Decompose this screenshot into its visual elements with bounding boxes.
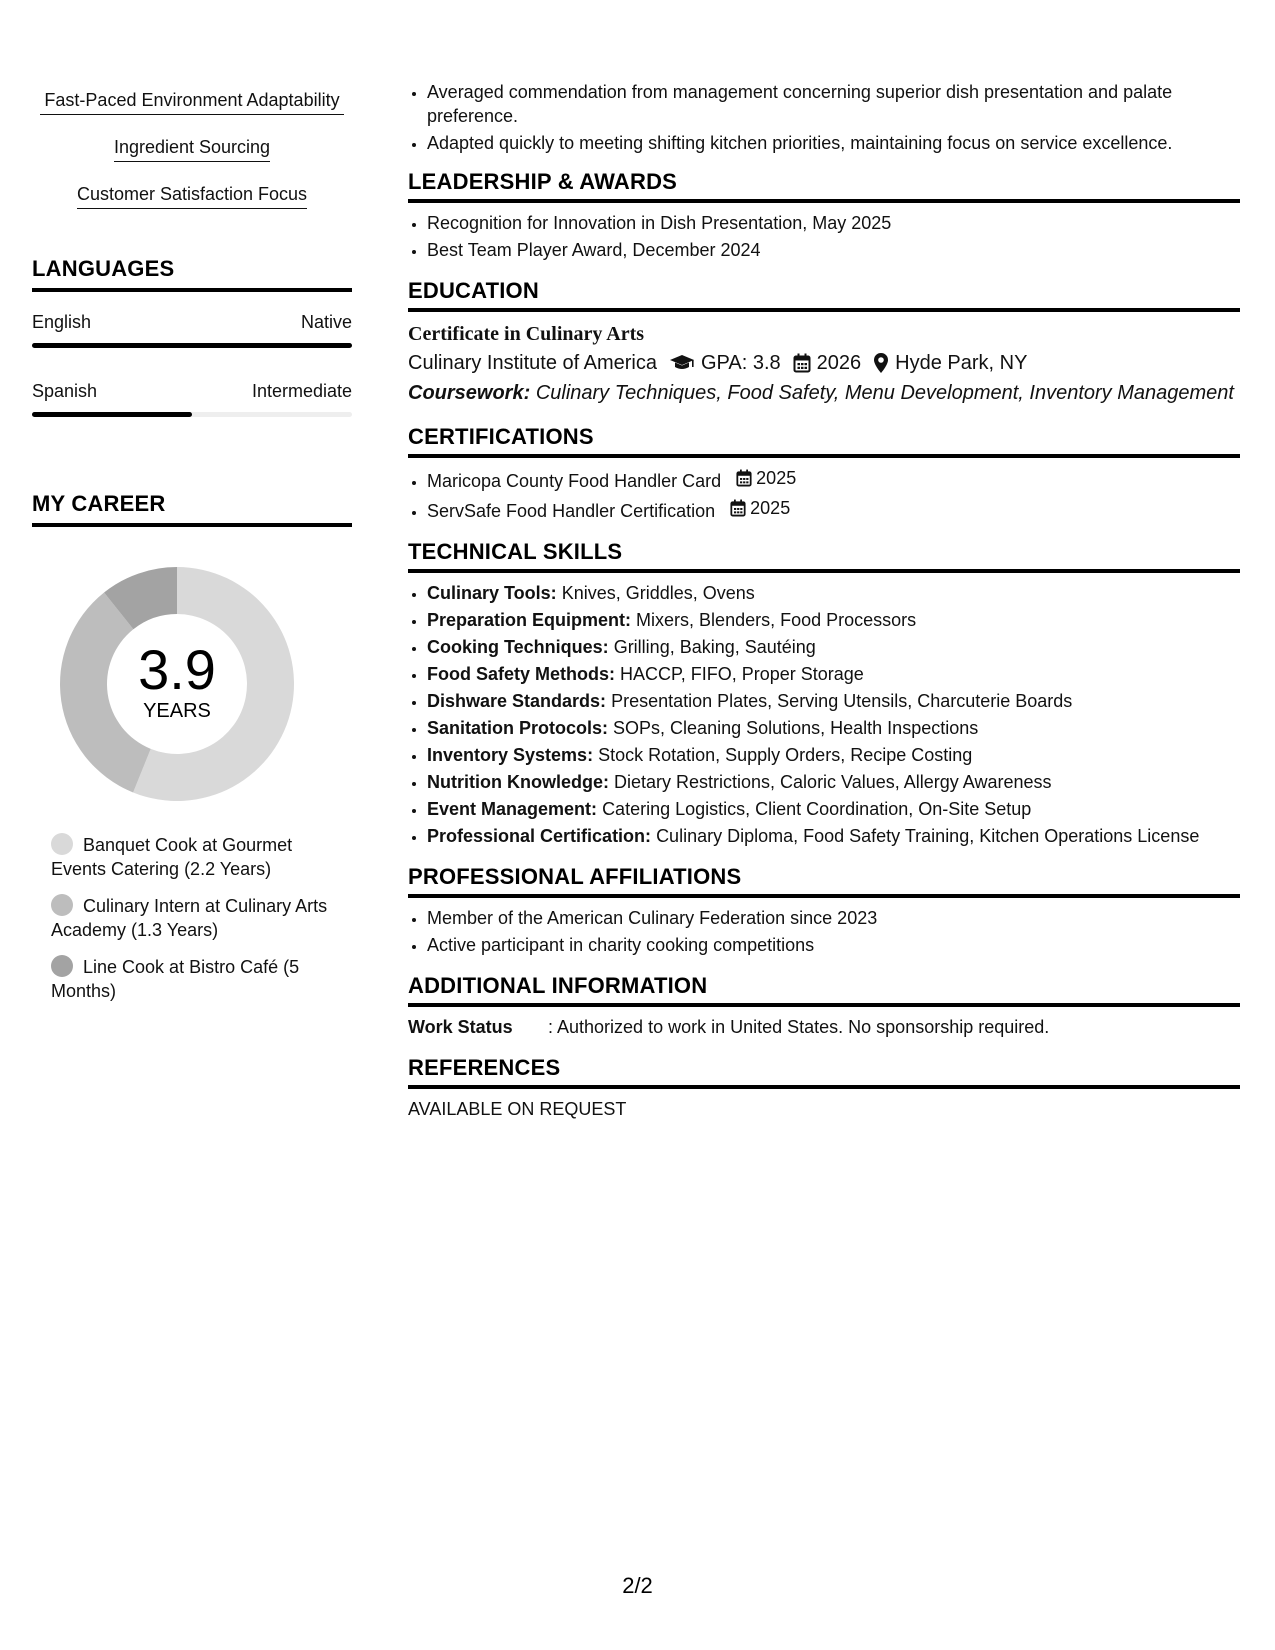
list-item: • Dishware Standards: Presentation Plates, Serving Utensils, Charcuterie Boards [427, 689, 1240, 713]
list-item: • Adapted quickly to meeting shifting kitchen priorities, maintaining focus on service excellence. [427, 131, 1240, 155]
calendar-icon [736, 469, 752, 487]
list-item: • Active participant in charity cooking competitions [427, 933, 1240, 957]
list-item: • Nutrition Knowledge: Dietary Restrictions, Caloric Values, Allergy Awareness [427, 770, 1240, 794]
education-school: Culinary Institute of America [408, 352, 657, 374]
location-pin-icon [873, 352, 889, 374]
career-donut-svg [54, 561, 300, 807]
education-year: 2026 [816, 352, 862, 374]
list-item: • Sanitation Protocols: SOPs, Cleaning Solutions, Health Inspections [427, 716, 1240, 740]
list-item: • Maricopa County Food Handler Card 2025 [427, 466, 1240, 493]
education-details [408, 348, 1240, 378]
language-proficiency-bar [32, 343, 352, 348]
list-item: • Best Team Player Award, December 2024 [427, 238, 1240, 262]
technical-skills-list [408, 581, 1240, 848]
work-status-row [408, 1015, 1240, 1039]
education-coursework: Coursework: Culinary Techniques, Food Safety, Menu Development, Inventory Management [408, 382, 1234, 404]
certification-year: 2025 [750, 498, 791, 518]
legend-swatch [51, 894, 73, 916]
skill-tag: Customer Satisfaction Focus [32, 182, 352, 209]
skill-tag: Ingredient Sourcing [32, 135, 352, 162]
career-heading: MY CAREER [32, 491, 352, 527]
language-spanish [32, 381, 352, 417]
career-donut-chart [54, 561, 300, 807]
work-status-label: Work Status [408, 1017, 513, 1037]
language-level: Native [300, 312, 352, 332]
list-item: • Averaged commendation from management concerning superior dish presentation and palate preference. [427, 80, 1240, 128]
technical-skills-heading: TECHNICAL SKILLS [408, 539, 1240, 573]
language-proficiency-fill [32, 343, 352, 348]
leadership-list [408, 211, 1240, 262]
languages-heading: LANGUAGES [32, 256, 352, 292]
education-degree: Certificate in Culinary Arts [408, 323, 645, 345]
references-text: AVAILABLE ON REQUEST [408, 1099, 627, 1119]
list-item: • Culinary Tools: Knives, Griddles, Ovens [427, 581, 1240, 605]
certifications-heading: CERTIFICATIONS [408, 424, 1240, 458]
career-total-value: 3.9 [138, 638, 216, 701]
list-item: • ServSafe Food Handler Certification 2025 [427, 496, 1240, 523]
references-heading: REFERENCES [408, 1055, 1240, 1089]
legend-swatch [51, 833, 73, 855]
language-level: Intermediate [251, 381, 352, 401]
affiliations-list [408, 906, 1240, 957]
list-item: • Cooking Techniques: Grilling, Baking, Sautéing [427, 635, 1240, 659]
skill-tag: Fast-Paced Environment Adaptability [32, 88, 352, 115]
education-location: Hyde Park, NY [895, 352, 1028, 374]
certification-year: 2025 [756, 468, 797, 488]
main-content [408, 80, 1240, 1121]
list-item: • Recognition for Innovation in Dish Presentation, May 2025 [427, 211, 1240, 235]
legend-swatch [51, 955, 73, 977]
additional-info-heading: ADDITIONAL INFORMATION [408, 973, 1240, 1007]
list-item: • Professional Certification: Culinary Diploma, Food Safety Training, Kitchen Operations License [427, 824, 1240, 848]
list-item: • Preparation Equipment: Mixers, Blenders, Food Processors [427, 608, 1240, 632]
leadership-heading: LEADERSHIP & AWARDS [408, 169, 1240, 203]
language-proficiency-bar [32, 412, 352, 417]
page-number: 2/2 [622, 1573, 653, 1598]
list-item: • Food Safety Methods: HACCP, FIFO, Proper Storage [427, 662, 1240, 686]
sidebar [32, 88, 352, 1016]
career-legend [32, 833, 352, 1003]
affiliations-heading: PROFESSIONAL AFFILIATIONS [408, 864, 1240, 898]
calendar-icon [793, 353, 811, 373]
list-item: • Member of the American Culinary Federation since 2023 [427, 906, 1240, 930]
work-status-value: : Authorized to work in United States. No sponsorship required. [548, 1017, 1050, 1037]
calendar-icon [730, 499, 746, 517]
language-proficiency-fill [32, 412, 192, 417]
graduation-cap-icon [669, 354, 695, 372]
experience-bullets [408, 80, 1240, 155]
list-item: • Event Management: Catering Logistics, Client Coordination, On-Site Setup [427, 797, 1240, 821]
language-name: English [32, 312, 92, 332]
legend-item: Culinary Intern at Culinary Arts Academy (1.3 Years) [51, 896, 328, 940]
language-english [32, 312, 352, 348]
list-item: • Inventory Systems: Stock Rotation, Supply Orders, Recipe Costing [427, 743, 1240, 767]
education-gpa: GPA: 3.8 [701, 352, 781, 374]
legend-item: Banquet Cook at Gourmet Events Catering (2.2 Years) [51, 835, 293, 879]
certifications-list [408, 466, 1240, 523]
language-name: Spanish [32, 381, 98, 401]
career-total-unit: YEARS [143, 700, 211, 722]
education-heading: EDUCATION [408, 278, 1240, 312]
legend-item: Line Cook at Bistro Café (5 Months) [51, 957, 300, 1001]
